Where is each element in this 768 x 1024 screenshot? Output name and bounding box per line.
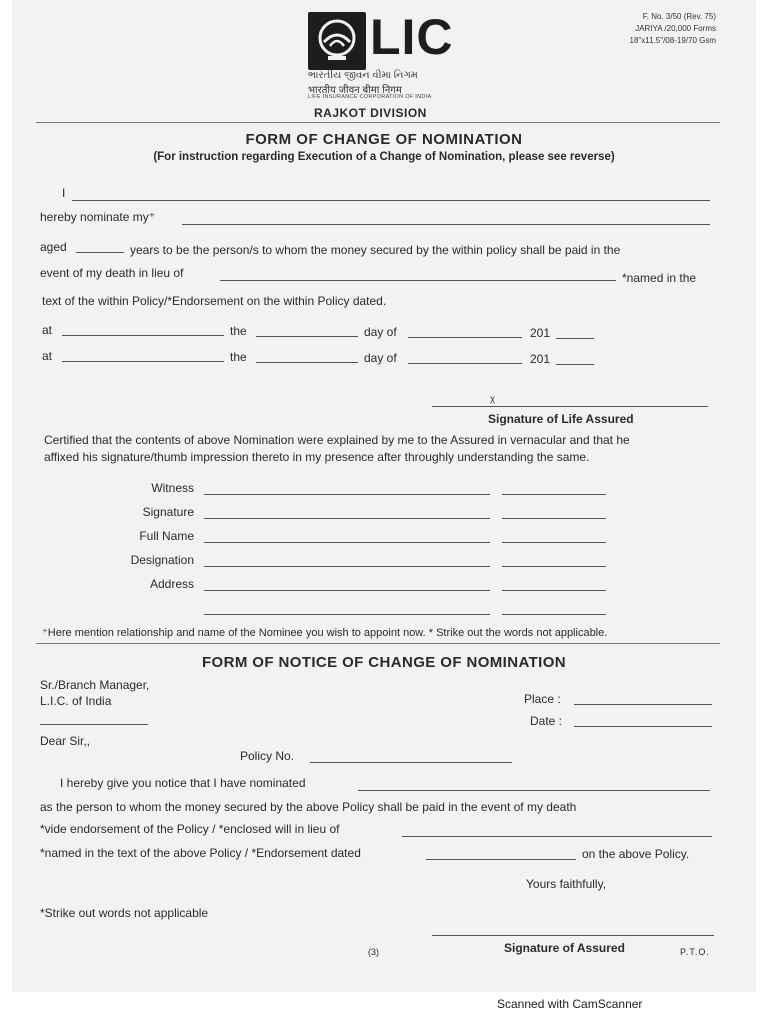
month-field-2[interactable]: [408, 363, 522, 364]
date-field-1[interactable]: [256, 336, 358, 337]
day-of-label-1: day of: [364, 325, 397, 339]
witness-address-field[interactable]: [204, 590, 490, 591]
notice-place-field[interactable]: [574, 704, 712, 705]
place-field-2[interactable]: [62, 361, 224, 362]
age-field[interactable]: [76, 252, 124, 253]
witness-address-field-2[interactable]: [502, 590, 606, 591]
certified-line-2: affixed his signature/thumb impression thereto in my presence after throughly understanding the same.: [44, 450, 590, 464]
assured-signature-label: Signature of Assured: [504, 941, 625, 955]
nominator-name-field[interactable]: [72, 200, 710, 201]
policy-no-field[interactable]: [310, 762, 512, 763]
form-sheet: [12, 0, 756, 992]
certified-line-1: Certified that the contents of above Nomination were explained by me to the Assured in vernacular and that he: [44, 433, 630, 447]
witness-designation-field-2[interactable]: [502, 566, 606, 567]
assured-signature-field[interactable]: [432, 935, 714, 936]
notice-line-3: *vide endorsement of the Policy / *enclosed will in lieu of: [40, 822, 340, 836]
policy-text: text of the within Policy/*Endorsement on the within Policy dated.: [42, 294, 387, 308]
form-ref-line-2: JARIYA /20,000 Forms: [635, 24, 716, 33]
nomination-title: FORM OF CHANGE OF NOMINATION: [245, 131, 523, 148]
nominee-relationship-field[interactable]: [182, 224, 710, 225]
notice-line-2: as the person to whom the money secured by the above Policy shall be paid in the event of my death: [40, 800, 577, 814]
nomination-subtitle: (For instruction regarding Execution of a Change of Nomination, please see reverse): [153, 151, 615, 163]
strike-note: *Strike out words not applicable: [40, 906, 209, 920]
at-label-2: at: [42, 349, 53, 363]
day-of-label-2: day of: [364, 351, 397, 365]
the-label-1: the: [230, 324, 247, 338]
nominee-name-field[interactable]: [358, 790, 710, 791]
form-ref-line-1: F. No. 3/50 (Rev. 75): [642, 12, 716, 21]
notice-line-4a: *named in the text of the above Policy / *Endorsement dated: [40, 846, 361, 860]
addressee-line-2: L.I.C. of India: [40, 694, 112, 708]
witness-field-2[interactable]: [502, 494, 606, 495]
witness-full-name-field[interactable]: [204, 542, 490, 543]
witness-full-name-field-2[interactable]: [502, 542, 606, 543]
addressee-line-1: Sr./Branch Manager,: [40, 678, 150, 692]
division-name: RAJKOT DIVISION: [314, 106, 427, 120]
witness-designation-field[interactable]: [204, 566, 490, 567]
policy-no-label: Policy No.: [240, 749, 295, 763]
witness-address-field-line-2b[interactable]: [502, 614, 606, 615]
designation-label: Designation: [130, 553, 194, 567]
closing: Yours faithfully,: [526, 877, 607, 891]
in-lieu-of-notice-field[interactable]: [402, 836, 712, 837]
witness-signature-field[interactable]: [204, 518, 490, 519]
pto-label: P.T.O.: [680, 947, 710, 957]
the-label-2: the: [230, 350, 247, 364]
years-text: years to be the person/s to whom the money secured by the within policy shall be paid in the: [130, 243, 621, 257]
witness-address-field-line-2[interactable]: [204, 614, 490, 615]
notice-title: FORM OF NOTICE OF CHANGE OF NOMINATION: [201, 654, 567, 671]
hereby-notice-text: I hereby give you notice that I have nominated: [60, 776, 306, 790]
logo-text: LIC: [370, 9, 454, 65]
nomination-footnote: ⁺Here mention relationship and name of the Nominee you wish to appoint now. * Strike out the words not applicable.: [42, 627, 608, 639]
address-label: Address: [149, 577, 194, 591]
month-field-1[interactable]: [408, 337, 522, 338]
notice-line-4b: on the above Policy.: [582, 847, 690, 861]
signature-mark: ᵡ: [490, 392, 495, 408]
full-name-label: Full Name: [139, 529, 194, 543]
year-field-1[interactable]: [556, 338, 594, 339]
at-label-1: at: [42, 323, 53, 337]
notice-date-field[interactable]: [574, 726, 712, 727]
life-assured-signature-label: Signature of Life Assured: [488, 412, 634, 426]
endorsement-date-field[interactable]: [426, 859, 576, 860]
header-divider: [36, 122, 720, 123]
witness-label: Witness: [151, 481, 194, 495]
date-field-2[interactable]: [256, 362, 358, 363]
hereby-label: hereby nominate my⁺: [40, 210, 156, 224]
place-label: Place :: [524, 692, 561, 706]
salutation: Dear Sir,,: [40, 734, 91, 748]
native-name-gujarati: ભારતીય જીવન વીમા નિગમ: [308, 70, 418, 81]
page-number: (3): [368, 947, 379, 957]
named-label: *named in the: [622, 271, 697, 285]
year-field-2[interactable]: [556, 364, 594, 365]
date-label: Date :: [530, 714, 563, 728]
form-ref-line-3: 18"x11.5"/08-19/70 Gsm: [629, 36, 716, 45]
aged-label: aged: [40, 240, 67, 254]
scanner-text: Scanned with CamScanner: [497, 997, 643, 1011]
native-name-hindi: भारतीय जीवन बीमा निगम: [308, 85, 402, 96]
english-name: LIFE INSURANCE CORPORATION OF INDIA: [308, 94, 432, 100]
branch-field[interactable]: [40, 724, 148, 725]
life-assured-signature-field[interactable]: [432, 406, 708, 407]
year-label-1: 201: [530, 326, 551, 340]
section-divider: [36, 643, 720, 644]
i-label: I: [62, 186, 66, 200]
year-label-2: 201: [530, 352, 551, 366]
witness-signature-field-2[interactable]: [502, 518, 606, 519]
place-field-1[interactable]: [62, 335, 224, 336]
signature-label: Signature: [142, 505, 194, 519]
lic-emblem-icon: [308, 12, 366, 70]
witness-field[interactable]: [204, 494, 490, 495]
in-lieu-of-field[interactable]: [220, 280, 616, 281]
event-label: event of my death in lieu of: [40, 266, 184, 280]
